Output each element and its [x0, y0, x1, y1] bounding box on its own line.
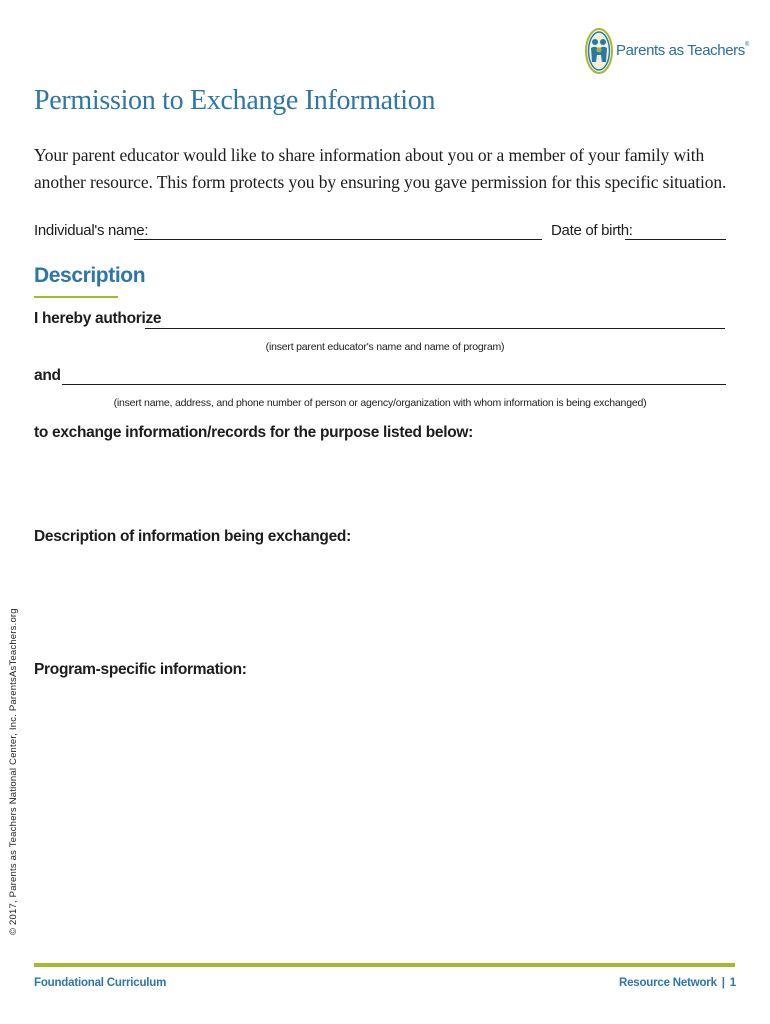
individual-name-label: Individual's name:	[34, 222, 149, 239]
trademark-symbol: ®	[744, 42, 749, 48]
footer-page-info	[619, 977, 736, 989]
footer-divider	[34, 963, 735, 967]
copyright-notice: © 2017, Parents as Teachers National Center, Inc. ParentsAsTeachers.org	[8, 608, 19, 935]
intro-paragraph: Your parent educator would like to share information about you or a member of your family with another resource. This form protects you by ensuring you gave permission for this specific situation.	[34, 145, 727, 192]
individual-name-field[interactable]	[134, 222, 542, 240]
logo-wordmark: Parents as Teachers	[616, 42, 745, 59]
and-hint: (insert name, address, and phone number of person or agency/organization with whom information is being exchanged)	[113, 397, 647, 409]
authorize-underline	[145, 328, 725, 329]
and-field[interactable]	[62, 367, 726, 385]
program-specific-field[interactable]	[34, 684, 734, 944]
form-title: Permission to Exchange Information	[34, 85, 436, 116]
parents-as-teachers-logo	[585, 28, 749, 76]
info-exchanged-label: Description of information being exchanged:	[34, 528, 351, 545]
and-label: and	[34, 367, 61, 384]
dob-underline	[625, 239, 726, 240]
and-underline	[62, 384, 726, 385]
dob-field[interactable]	[625, 222, 726, 240]
footer-resource-network: Resource Network	[618, 977, 717, 989]
footer-curriculum-label: Foundational Curriculum	[34, 977, 167, 989]
dob-label: Date of birth:	[551, 222, 633, 239]
page-number: 1	[729, 977, 736, 989]
authorize-hint: (insert parent educator's name and name of program)	[265, 341, 505, 353]
authorize-field[interactable]	[145, 310, 725, 328]
footer-separator: |	[721, 977, 725, 989]
individual-name-underline	[134, 239, 542, 240]
purpose-label: to exchange information/records for the purpose listed below:	[34, 424, 474, 441]
parents-as-teachers-emblem-icon	[585, 28, 613, 74]
program-specific-label: Program-specific information:	[34, 661, 247, 678]
authorize-label: I hereby authorize	[34, 310, 162, 327]
section-heading-description: Description	[34, 264, 146, 287]
section-heading-underline	[34, 296, 118, 298]
info-exchanged-field[interactable]	[34, 550, 734, 650]
